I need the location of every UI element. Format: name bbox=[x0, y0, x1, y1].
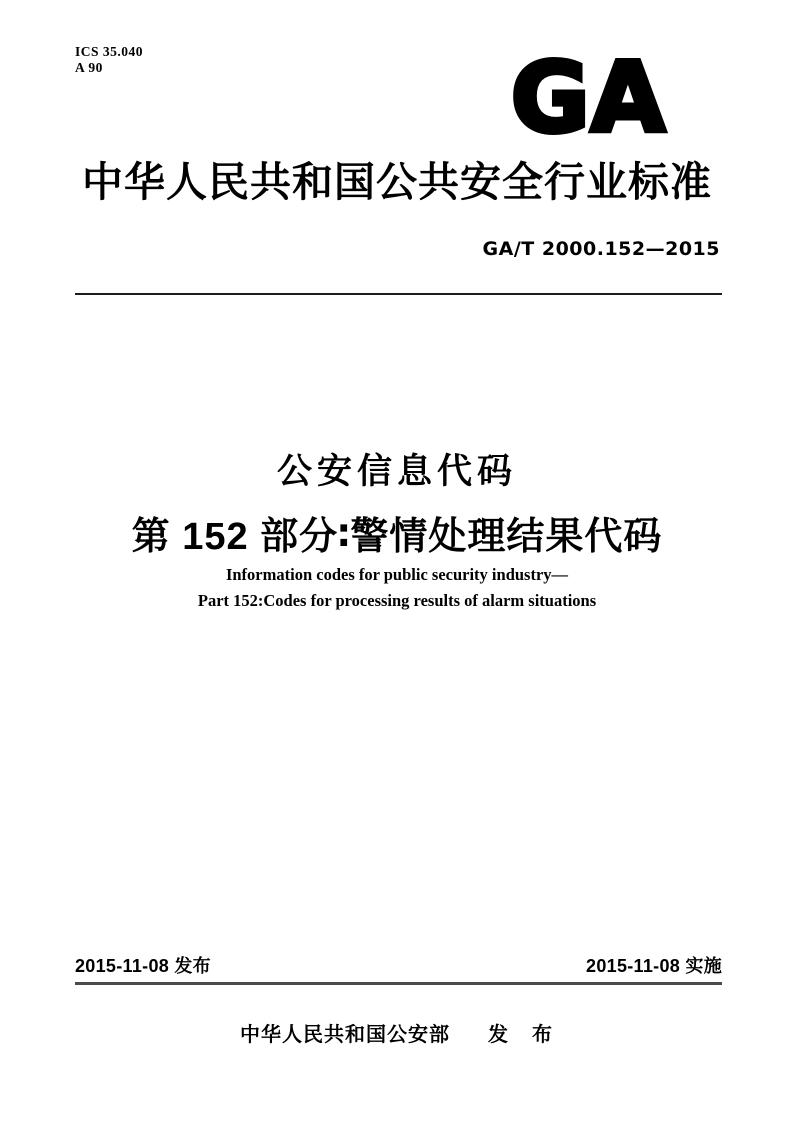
header-divider-line bbox=[75, 293, 722, 295]
date-row bbox=[75, 952, 722, 978]
issue-date: 2015-11-08 发布 bbox=[75, 956, 211, 976]
ga-logo: GA bbox=[510, 42, 666, 154]
publish-label: 发 布 bbox=[488, 1024, 554, 1046]
standard-category-title: 中华人民共和国公共安全行业标准 bbox=[82, 159, 712, 205]
classification-code: A 90 bbox=[75, 60, 103, 75]
implement-date: 2015-11-08 实施 bbox=[586, 956, 722, 976]
standard-number: GA/T 2000.152—2015 bbox=[482, 238, 720, 260]
document-title-en bbox=[0, 562, 794, 614]
ics-classification-block bbox=[75, 44, 143, 76]
document-title-cn bbox=[0, 444, 794, 560]
ics-code: ICS 35.040 bbox=[75, 44, 144, 59]
document-title-en-line2: Part 152:Codes for processing results of alarm situations bbox=[197, 591, 597, 610]
document-title-en-line1: Information codes for public security industry— bbox=[225, 565, 569, 584]
document-title-cn-line2: 第 152 部分∶警情处理结果代码 bbox=[131, 516, 663, 558]
publisher-name: 中华人民共和国公安部 bbox=[240, 1024, 450, 1046]
publisher-row bbox=[0, 1018, 794, 1047]
document-title-cn-line1: 公安信息代码 bbox=[276, 452, 517, 491]
footer-divider-line bbox=[75, 982, 722, 985]
